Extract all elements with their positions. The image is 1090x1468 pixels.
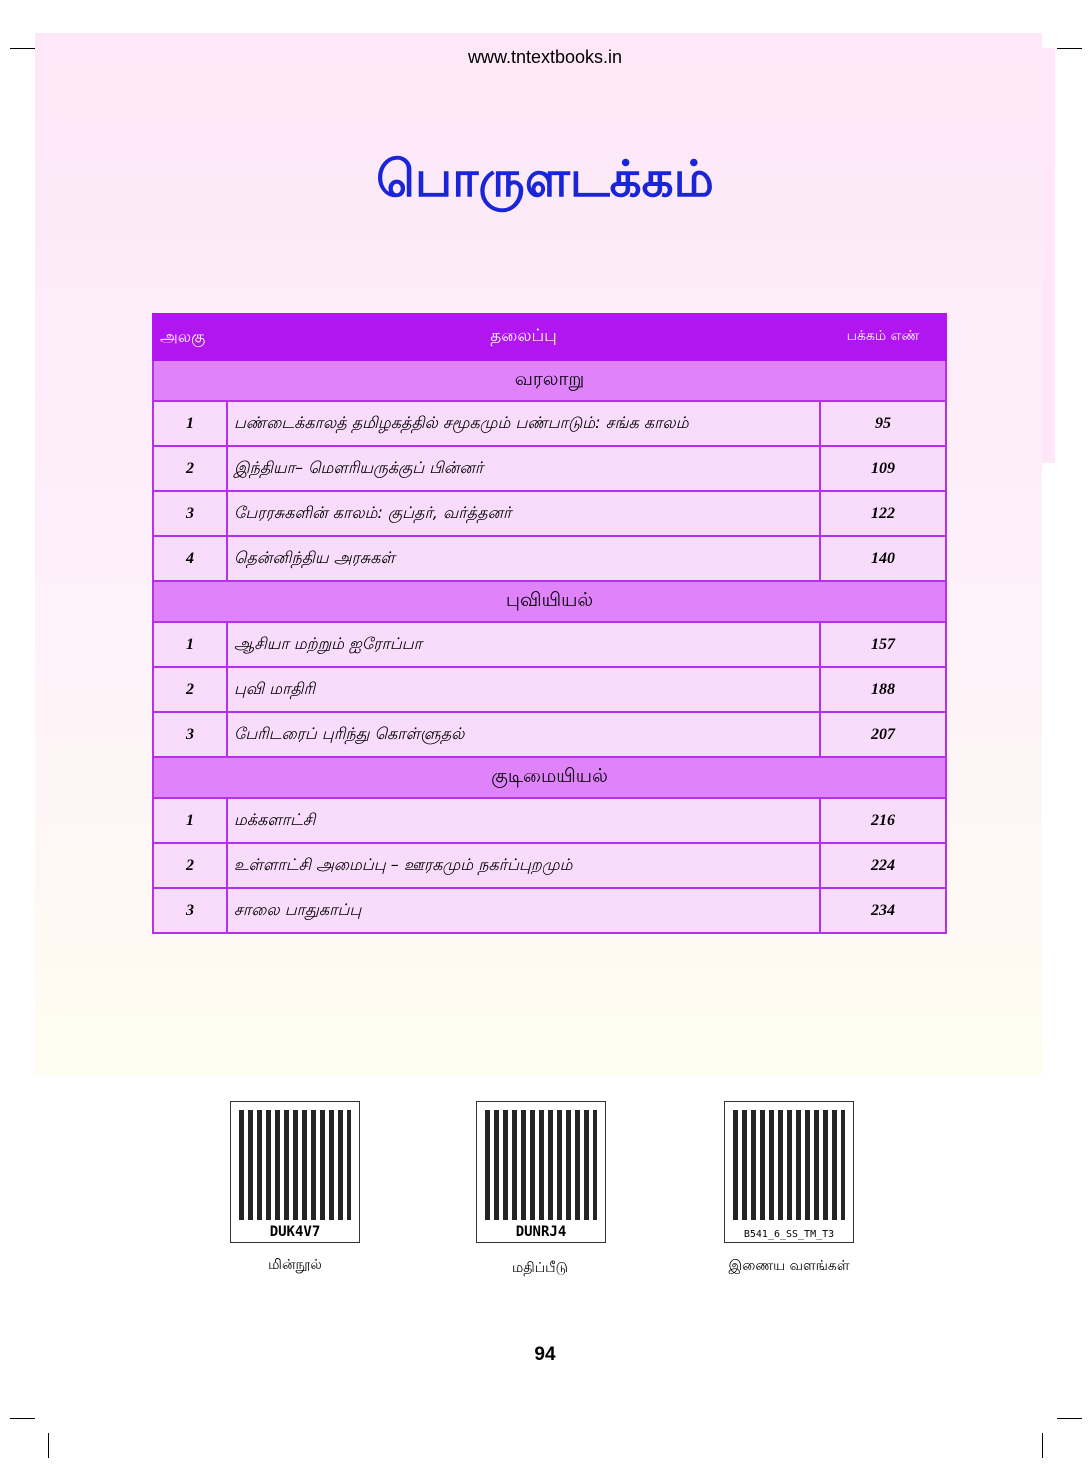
header-topic: தலைப்பு xyxy=(227,314,820,360)
page-edge-strip xyxy=(1042,48,1055,463)
table-row xyxy=(153,401,946,446)
unit-number: 1 xyxy=(153,622,227,667)
section-title: புவியியல் xyxy=(153,581,946,622)
section-title: வரலாறு xyxy=(153,360,946,401)
qr-code-ebook[interactable] xyxy=(230,1101,360,1243)
page-ref: 234 xyxy=(820,888,946,933)
table-row xyxy=(153,667,946,712)
chapter-title[interactable]: தென்னிந்திய அரசுகள் xyxy=(227,536,820,581)
qr-caption: இணைய வளங்கள் xyxy=(728,1258,850,1274)
unit-number: 3 xyxy=(153,712,227,757)
qr-pattern xyxy=(733,1110,845,1220)
page-ref: 122 xyxy=(820,491,946,536)
page-ref: 109 xyxy=(820,446,946,491)
website-url: www.tntextbooks.in xyxy=(467,47,623,67)
chapter-title[interactable]: உள்ளாட்சி அமைப்பு – ஊரகமும் நகர்ப்புறமும் xyxy=(227,843,820,888)
chapter-title[interactable]: மக்களாட்சி xyxy=(227,798,820,843)
chapter-title[interactable]: இந்தியா– மௌரியருக்குப் பின்னர் xyxy=(227,446,820,491)
chapter-title[interactable]: புவி மாதிரி xyxy=(227,667,820,712)
unit-number: 2 xyxy=(153,446,227,491)
unit-number: 4 xyxy=(153,536,227,581)
page-ref: 224 xyxy=(820,843,946,888)
chapter-title[interactable]: பண்டைக்காலத் தமிழகத்தில் சமூகமும் பண்பாடும்: சங்க காலம் xyxy=(227,401,820,446)
qr-label: B541_6_SS_TM_T3 xyxy=(743,1229,835,1240)
table-row xyxy=(153,622,946,667)
table-row xyxy=(153,491,946,536)
unit-number: 2 xyxy=(153,843,227,888)
table-row xyxy=(153,798,946,843)
section-row xyxy=(153,581,946,622)
qr-code-web-resources[interactable] xyxy=(724,1101,854,1243)
qr-label: DUNRJ4 xyxy=(515,1224,567,1240)
table-row xyxy=(153,888,946,933)
qr-caption: மின்நூல் xyxy=(268,1257,322,1273)
qr-label: DUK4V7 xyxy=(269,1224,321,1240)
crop-mark xyxy=(10,1418,35,1419)
crop-mark xyxy=(48,1433,49,1458)
page-title: பொருளடக்கம் xyxy=(376,150,714,208)
table-row xyxy=(153,536,946,581)
table-row xyxy=(153,712,946,757)
unit-number: 3 xyxy=(153,888,227,933)
page-ref: 140 xyxy=(820,536,946,581)
unit-number: 3 xyxy=(153,491,227,536)
qr-pattern xyxy=(485,1110,597,1220)
qr-caption: மதிப்பீடு xyxy=(511,1260,569,1276)
chapter-title[interactable]: சாலை பாதுகாப்பு xyxy=(227,888,820,933)
page-ref: 188 xyxy=(820,667,946,712)
page-ref: 216 xyxy=(820,798,946,843)
section-row xyxy=(153,360,946,401)
qr-pattern xyxy=(239,1110,351,1220)
table-header-row xyxy=(153,314,946,360)
chapter-title[interactable]: பேரரசுகளின் காலம்: குப்தர், வர்த்தனர் xyxy=(227,491,820,536)
unit-number: 2 xyxy=(153,667,227,712)
page-ref: 95 xyxy=(820,401,946,446)
crop-mark xyxy=(1057,1418,1082,1419)
contents-table xyxy=(152,313,947,934)
header-unit: அலகு xyxy=(153,314,227,360)
chapter-title[interactable]: பேரிடரைப் புரிந்து கொள்ளுதல் xyxy=(227,712,820,757)
page-ref: 157 xyxy=(820,622,946,667)
unit-number: 1 xyxy=(153,401,227,446)
qr-code-assessment[interactable] xyxy=(476,1101,606,1243)
chapter-title[interactable]: ஆசியா மற்றும் ஐரோப்பா xyxy=(227,622,820,667)
table-row xyxy=(153,843,946,888)
header-page: பக்கம் எண் xyxy=(820,314,946,360)
page-number: 94 xyxy=(534,1344,556,1365)
crop-mark xyxy=(1042,1433,1043,1458)
section-row xyxy=(153,757,946,798)
page-ref: 207 xyxy=(820,712,946,757)
section-title: குடிமையியல் xyxy=(153,757,946,798)
table-row xyxy=(153,446,946,491)
unit-number: 1 xyxy=(153,798,227,843)
